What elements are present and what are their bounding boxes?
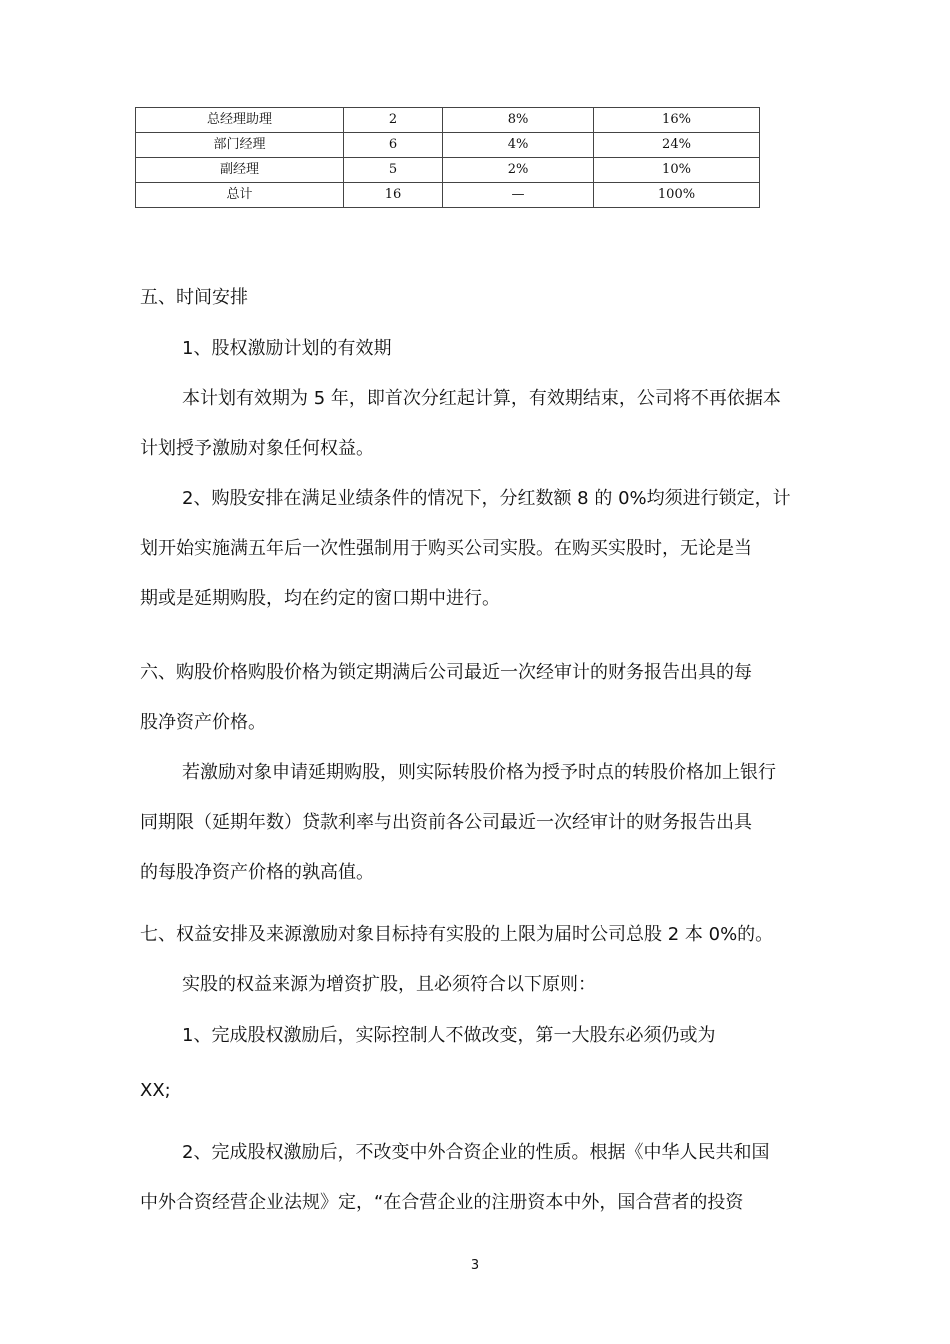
body-text-line: 股净资产价格。 <box>140 712 266 733</box>
table-cell: 部门经理 <box>136 133 344 158</box>
table-cell: 24% <box>594 133 760 158</box>
table-cell: 100% <box>594 183 760 208</box>
table-cell: 5 <box>344 158 443 183</box>
body-text-line: 实股的权益来源为增资扩股，且必须符合以下原则： <box>182 974 596 995</box>
subsection-heading: 1、股权激励计划的有效期 <box>182 338 392 359</box>
body-text-line: 2、完成股权激励后，不改变中外合资企业的性质。根据《中华人民共和国 <box>182 1142 770 1163</box>
section-heading: 六、购股价格购股价格为锁定期满后公司最近一次经审计的财务报告出具的每 <box>140 662 752 683</box>
body-text-line: XX; <box>140 1080 171 1101</box>
table-cell: 总经理助理 <box>136 108 344 133</box>
table-cell: 2% <box>443 158 594 183</box>
table-cell: 16% <box>594 108 760 133</box>
body-text-line: 划开始实施满五年后一次性强制用于购买公司实股。在购买实股时，无论是当 <box>140 538 752 559</box>
table-row <box>136 183 760 208</box>
page-number: 3 <box>470 1258 480 1273</box>
table-cell: 总计 <box>136 183 344 208</box>
table-row <box>136 133 760 158</box>
section-heading: 五、时间安排 <box>140 287 248 308</box>
table-row <box>136 158 760 183</box>
table-cell: 6 <box>344 133 443 158</box>
body-text-line: 若激励对象申请延期购股，则实际转股价格为授予时点的转股价格加上银行 <box>182 762 776 783</box>
body-text-line: 1、完成股权激励后，实际控制人不做改变，第一大股东必须仍或为 <box>182 1025 716 1046</box>
body-text-line: 2、购股安排在满足业绩条件的情况下，分红数额 8 的 0%均须进行锁定，计 <box>182 488 791 509</box>
body-text-line: 计划授予激励对象任何权益。 <box>140 438 374 459</box>
body-text-line: 中外合资经营企业法规》定，“在合营企业的注册资本中外，国合营者的投资 <box>140 1192 744 1213</box>
table-cell: 副经理 <box>136 158 344 183</box>
body-text-line: 同期限（延期年数）贷款利率与出资前各公司最近一次经审计的财务报告出具 <box>140 812 752 833</box>
body-text-line: 期或是延期购股，均在约定的窗口期中进行。 <box>140 588 500 609</box>
body-text-line: 本计划有效期为 5 年，即首次分红起计算，有效期结束，公司将不再依据本 <box>182 388 781 409</box>
table-cell: 16 <box>344 183 443 208</box>
table-cell: 8% <box>443 108 594 133</box>
table-cell: 4% <box>443 133 594 158</box>
table-row <box>136 108 760 133</box>
table-cell: 10% <box>594 158 760 183</box>
allocation-table <box>135 107 760 208</box>
table-cell: 2 <box>344 108 443 133</box>
table-cell: — <box>443 183 594 208</box>
section-heading: 七、权益安排及来源激励对象目标持有实股的上限为届时公司总股 2 本 0%的。 <box>140 924 774 945</box>
body-text-line: 的每股净资产价格的孰高值。 <box>140 862 374 883</box>
